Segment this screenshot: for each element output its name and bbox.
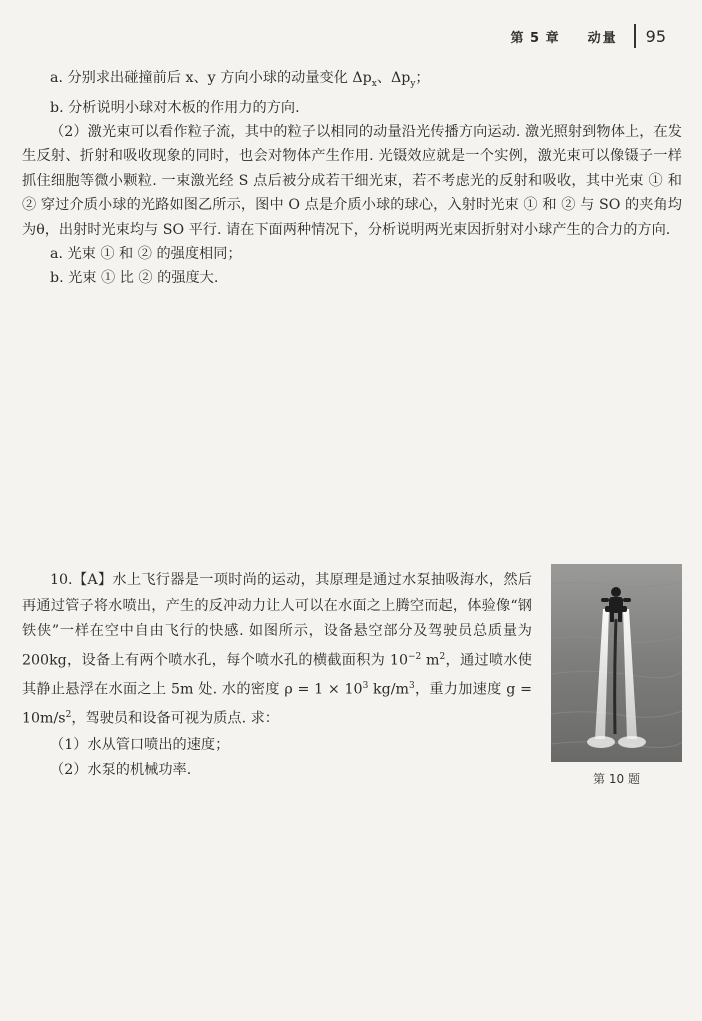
q9-part2-item-a: a. 光束 ① 和 ② 的强度相同； bbox=[50, 246, 242, 263]
header-divider bbox=[634, 24, 636, 48]
jetpack-photo bbox=[551, 564, 682, 762]
page-header bbox=[511, 22, 666, 50]
chapter-number: 第 5 章 bbox=[510, 30, 560, 46]
q10-sub-2: （2）水泵的机械功率. bbox=[50, 762, 192, 779]
figure-caption: 第 10 题 bbox=[593, 772, 640, 786]
q9-part2-paragraph: （2）激光束可以看作粒子流，其中的粒子以相同的动量沿光传播方向运动. 激光照射到物体上，在发生反射、折射和吸收现象的同时，也会对物体产生作用. 光镊效应就是一个实例，激光束可以像镊子一样抓住细胞等微小颗粒. 一束激光经 S 点后被分成若干细光束，若不考虑光的反射和吸收，其中光束 ① 和 ② 穿过介质小球的光路如图乙所示，图中 O 点是介质小球的球心，入射时光束 ① 和 ② 与 SO 的夹角均为θ，出射时光束均与 SO 平行. 请在下面两种情况下，分析说明两光束因折射对小球产生的合力的方向. bbox=[22, 124, 682, 238]
chapter-title: 动量 bbox=[587, 30, 618, 46]
jetpack-illustration bbox=[551, 564, 682, 762]
q10-stem: 10.【A】水上飞行器是一项时尚的运动，其原理是通过水泵抽吸海水，然后再通过管子将水喷出，产生的反冲动力让人可以在水面之上腾空而起，体验像“钢铁侠”一样在空中自由飞行的快感. 如图所示，设备悬空部分及驾驶员总质量为 200kg，设备上有两个喷水孔，每个喷水孔的横截面积为 $10^{-2}$ $m^2$，通过喷水使其静止悬浮在水面之上 5m 处. 水的密度 $\rho = 1 \times 10^3$ $kg/m^3$，重力加速度 $g = 10m/s^2$，驾驶员和设备可视为质点. 求： bbox=[22, 572, 532, 728]
q9-item-a: a. 分别求出碰撞前后 x、y 方向小球的动量变化 $\Delta p_x$、$\Delta p_y$； bbox=[50, 70, 430, 89]
q9-part2-item-b: b. 光束 ① 比 ② 的强度大. bbox=[50, 270, 219, 287]
q9-part2 bbox=[22, 120, 682, 291]
page-number: 95 bbox=[645, 26, 666, 46]
q9-item-b: b. 分析说明小球对木板的作用力的方向. bbox=[50, 100, 300, 117]
q9-part1 bbox=[22, 66, 682, 121]
question-10 bbox=[22, 568, 532, 784]
q10-sub-1: （1）水从管口喷出的速度； bbox=[50, 736, 230, 753]
